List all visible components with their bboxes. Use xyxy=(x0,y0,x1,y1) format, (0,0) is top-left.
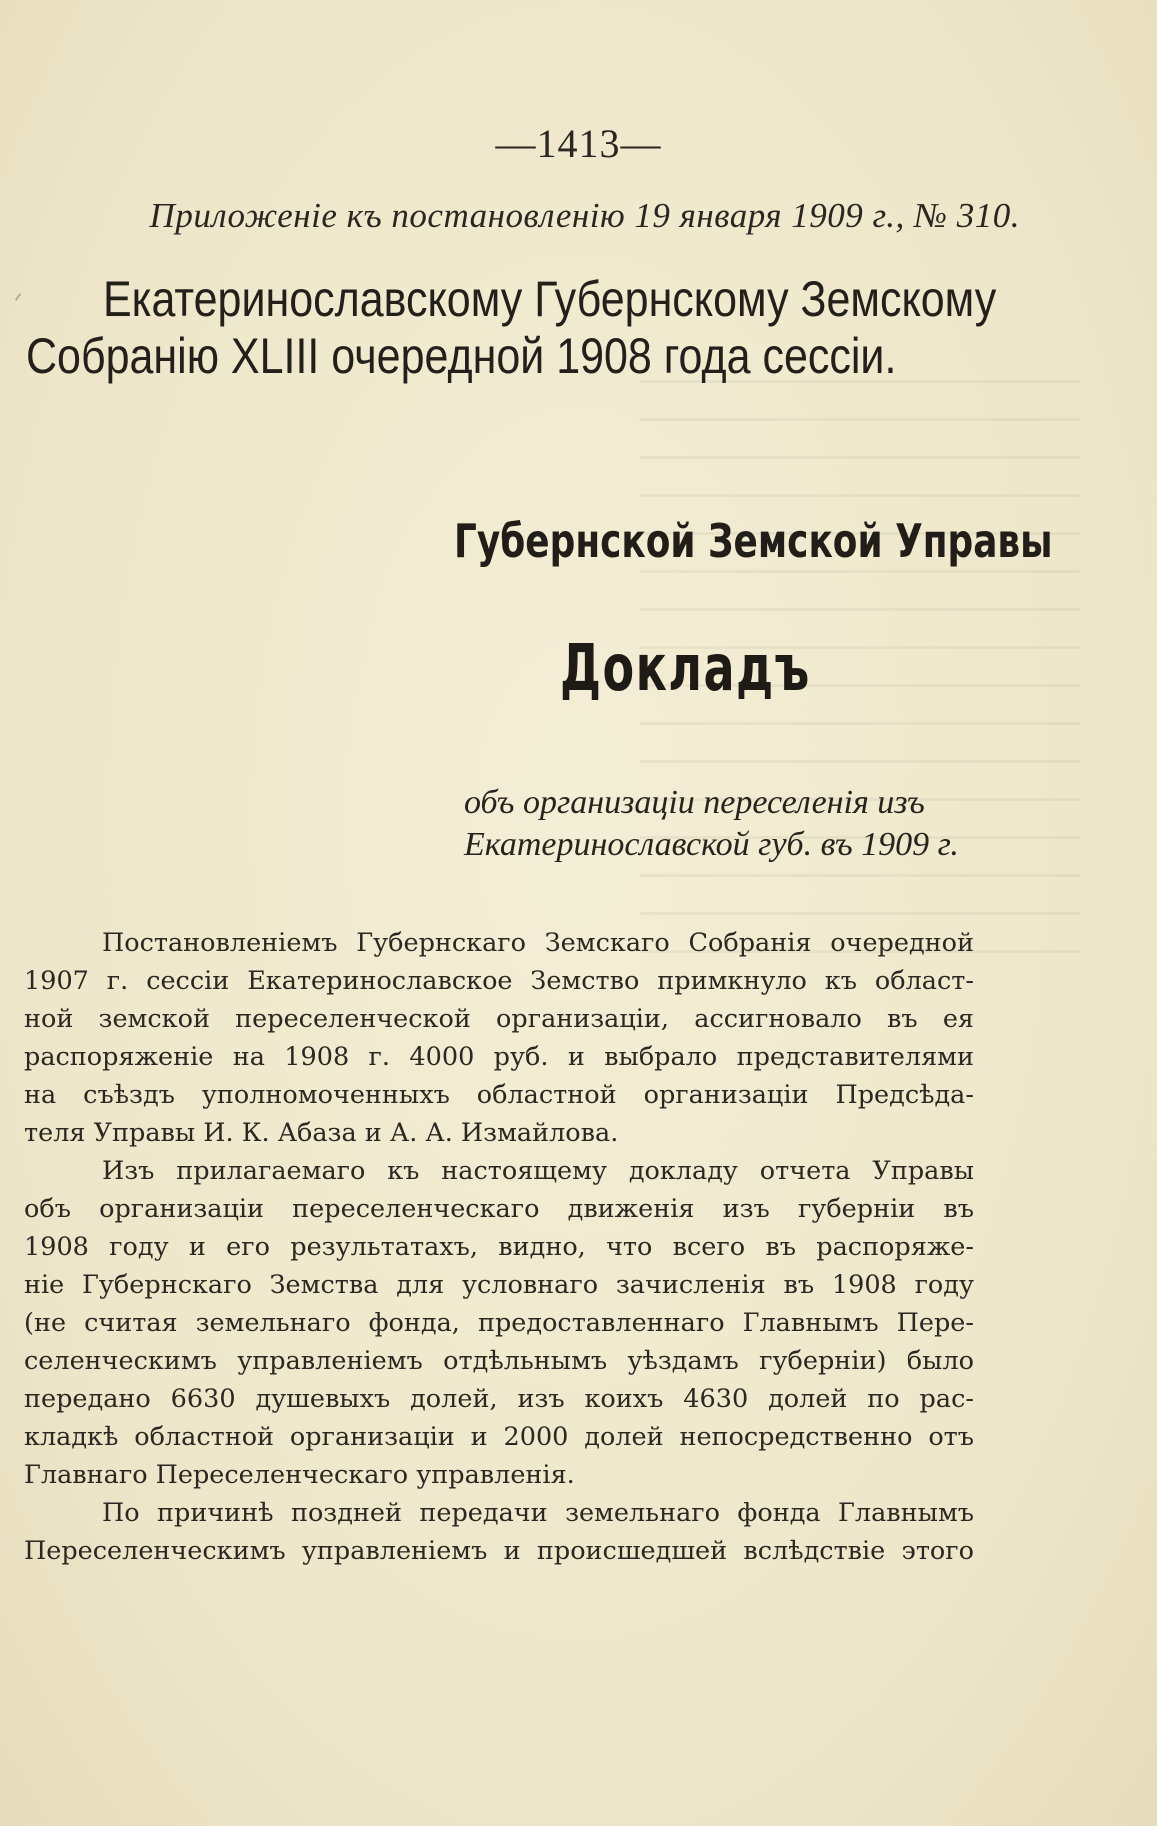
page-number: —1413— xyxy=(495,121,662,166)
body-line: Постановленіемъ Губернскаго Земскаго Собранія очередной xyxy=(102,928,974,958)
margin-mark xyxy=(15,293,21,301)
body-line: Главнаго Переселенческаго управленія. xyxy=(24,1460,575,1490)
body-line: селенческимъ управленіемъ отдѣльнымъ уѣздамъ губерніи) было xyxy=(24,1346,974,1376)
subtitle-line-2: Екатеринославской губ. въ 1909 г. xyxy=(464,826,959,863)
body-line: 1908 году и его результатахъ, видно, что всего въ распоряже- xyxy=(24,1232,974,1262)
body-line: теля Управы И. К. Абаза и А. А. Измайлова. xyxy=(24,1118,619,1148)
body-line: передано 6630 душевыхъ долей, изъ коихъ 4630 долей по рас- xyxy=(24,1384,974,1414)
body-line: Переселенческимъ управленіемъ и происшедшей вслѣдствіе этого xyxy=(24,1536,974,1566)
title-line-2: Собранію XLIII очередной 1908 года сессіи. xyxy=(26,328,897,384)
body-line: По причинѣ поздней передачи земельнаго фонда Главнымъ xyxy=(102,1498,974,1528)
doklad-heading: Докладъ xyxy=(560,632,811,706)
body-line: Изъ прилагаемаго къ настоящему докладу отчета Управы xyxy=(102,1156,974,1186)
body-line: на съѣздъ уполномоченныхъ областной организаціи Предсѣда- xyxy=(24,1080,974,1110)
uprava-heading: Губернской Земской Управы xyxy=(454,514,1053,568)
body-line: ной земской переселенческой организаціи, ассигновало въ ея xyxy=(24,1004,974,1034)
body-line: ніе Губернскаго Земства для условнаго зачисленія въ 1908 году xyxy=(24,1270,974,1300)
body-line: распоряженіе на 1908 г. 4000 руб. и выбрало представителями xyxy=(24,1042,974,1072)
title-line-1: Екатеринославскому Губернскому Земскому xyxy=(103,271,997,327)
body-line: (не считая земельнаго фонда, предоставленнаго Главнымъ Пере- xyxy=(24,1308,974,1338)
subtitle-line-1: объ организаціи переселенія изъ xyxy=(464,784,925,821)
body-line: кладкѣ областной организаціи и 2000 долей непосредственно отъ xyxy=(24,1422,974,1452)
body-line: объ организаціи переселенческаго движенія изъ губерніи въ xyxy=(24,1194,974,1224)
appendix-note: Приложеніе къ постановленію 19 января 1909 г., № 310. xyxy=(149,196,1020,235)
body-line: 1907 г. сессіи Екатеринославское Земство примкнуло къ област- xyxy=(24,966,974,996)
